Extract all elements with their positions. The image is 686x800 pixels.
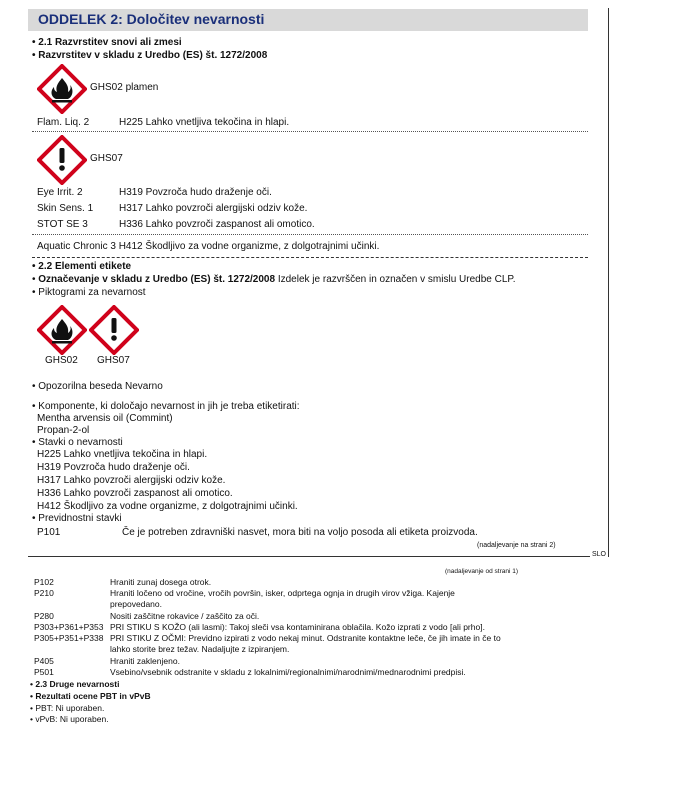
ghs07-label: GHS07 xyxy=(90,153,123,164)
pictograms-heading: • Piktogrami za nevarnost xyxy=(32,287,146,298)
components-heading: • Komponente, ki določajo nevarnost in jih je treba etiketirati: xyxy=(32,401,300,412)
pbt-heading: • Rezultati ocene PBT in vPvB xyxy=(30,691,151,701)
p210-code: P210 xyxy=(34,588,54,598)
labelling-line: • Označevanje v skladu z Uredbo (ES) št. 1272/2008 Izdelek je razvrščen in označen v smislu Uredbe CLP. xyxy=(32,274,516,285)
section-header xyxy=(28,9,588,31)
pbt-text: • PBT: Ni uporaben. xyxy=(30,703,105,713)
divider xyxy=(32,131,588,132)
p280-text: Nositi zaščitne rokavice / zaščito za oči. xyxy=(110,611,260,621)
flam-class: Flam. Liq. 2 xyxy=(37,117,90,128)
hazard-item: H225 Lahko vnetljiva tekočina in hlapi. xyxy=(37,449,208,460)
hazard-item: H317 Lahko povzroči alergijski odziv kože. xyxy=(37,475,226,486)
dashed-divider xyxy=(32,257,588,258)
ghs02-label: GHS02 plamen xyxy=(90,82,159,93)
subsection-2-2: • 2.2 Elementi etikete xyxy=(32,261,132,272)
component-item: Propan-2-ol xyxy=(37,425,90,436)
language-tag: SLO xyxy=(591,551,606,558)
p405-code: P405 xyxy=(34,656,54,666)
class-row: Skin Sens. 1 xyxy=(37,203,94,214)
hazard-heading: • Stavki o nevarnosti xyxy=(32,437,123,448)
divider xyxy=(32,234,588,235)
vpvb-text: • vPvB: Ni uporaben. xyxy=(30,714,109,724)
pict-label-ghs02: GHS02 xyxy=(45,355,78,366)
aquatic-class: Aquatic Chronic 3 H412 Škodljivo za vodne organizme, z dolgotrajnimi učinki. xyxy=(37,241,380,252)
subsection-2-3: • 2.3 Druge nevarnosti xyxy=(30,679,120,689)
p305-text: PRI STIKU Z OČMI: Previdno izpirati z vodo nekaj minut. Odstranite kontaktne leče, če jih imate in če to xyxy=(110,633,501,643)
p405-text: Hraniti zaklenjeno. xyxy=(110,656,180,666)
section-title: ODDELEK 2: Določitev nevarnosti xyxy=(38,11,265,27)
p305-code: P305+P351+P338 xyxy=(34,633,104,643)
class-text: H319 Povzroča hudo draženje oči. xyxy=(119,187,272,198)
p303-text: PRI STIKU S KOŽO (ali lasmi): Takoj sleči vsa kontaminirana oblačila. Kožo izprati z vodo [ali prho]. xyxy=(110,622,485,632)
class-text: H336 Lahko povzroči zaspanost ali omotico. xyxy=(119,219,315,230)
exclamation-pictogram-icon xyxy=(37,135,87,185)
p305-text-cont: lahko storite brez težav. Nadaljujte z izpiranjem. xyxy=(110,644,290,654)
continued-note: (nadaljevanje na strani 2) xyxy=(477,542,556,549)
flame-pictogram-icon xyxy=(37,64,87,114)
signal-word: • Opozorilna beseda Nevarno xyxy=(32,381,163,392)
class-row: STOT SE 3 xyxy=(37,219,88,230)
p101-text: Če je potreben zdravniški nasvet, mora biti na voljo posoda ali etiketa proizvoda. xyxy=(122,527,478,538)
classification-heading: • Razvrstitev v skladu z Uredbo (ES) št. 1272/2008 xyxy=(32,50,268,61)
component-item: Mentha arvensis oil (Commint) xyxy=(37,413,173,424)
subsection-2-1: • 2.1 Razvrstitev snovi ali zmesi xyxy=(32,37,182,48)
class-text: H317 Lahko povzroči alergijski odziv kože. xyxy=(119,203,308,214)
flam-text: H225 Lahko vnetljiva tekočina in hlapi. xyxy=(119,117,290,128)
flame-pictogram-icon xyxy=(37,305,87,355)
precaution-heading: • Previdnostni stavki xyxy=(32,513,122,524)
exclamation-pictogram-icon xyxy=(89,305,139,355)
hazard-item: H319 Povzroča hudo draženje oči. xyxy=(37,462,190,473)
p102-code: P102 xyxy=(34,577,54,587)
p210-text: Hraniti ločeno od vročine, vročih površin, isker, odprtega ognja in drugih virov vžiga. Kajenje xyxy=(110,588,455,598)
p280-code: P280 xyxy=(34,611,54,621)
hazard-item: H336 Lahko povzroči zaspanost ali omotico. xyxy=(37,488,233,499)
p210-text-cont: prepovedano. xyxy=(110,599,162,609)
p501-code: P501 xyxy=(34,667,54,677)
p101-code: P101 xyxy=(37,527,61,538)
p501-text: Vsebino/vsebnik odstranite v skladu z lokalnimi/regionalnimi/narodnimi/mednarodnimi predpisi. xyxy=(110,667,466,677)
hazard-item: H412 Škodljivo za vodne organizme, z dolgotrajnimi učinki. xyxy=(37,501,298,512)
p102-text: Hraniti zunaj dosega otrok. xyxy=(110,577,212,587)
pict-label-ghs07: GHS07 xyxy=(97,355,130,366)
p303-code: P303+P361+P353 xyxy=(34,622,104,632)
class-row: Eye Irrit. 2 xyxy=(37,187,83,198)
continued-from-note: (nadaljevanje od strani 1) xyxy=(445,568,518,575)
